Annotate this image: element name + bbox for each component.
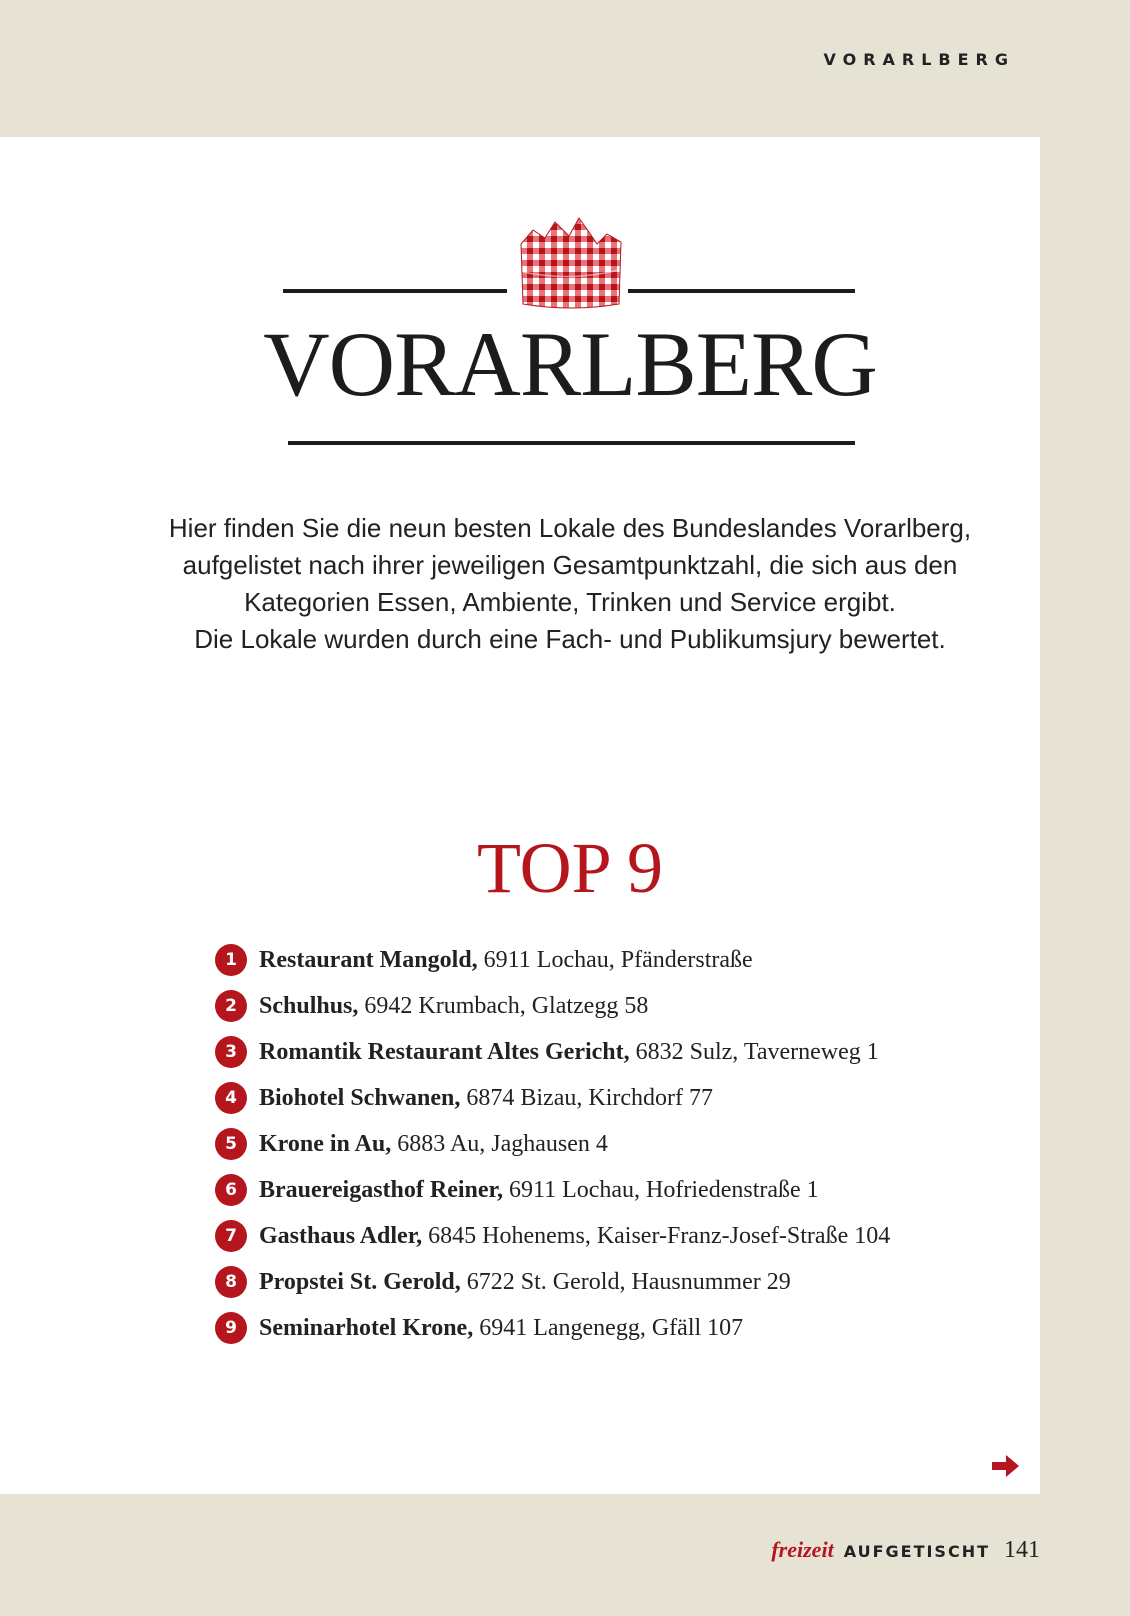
running-head: VORARLBERG — [823, 50, 1015, 69]
rule-left — [283, 289, 507, 293]
intro-text — [0, 510, 1130, 658]
section-label: AUFGETISCHT — [843, 1542, 990, 1561]
rank-badge: 4 — [215, 1082, 247, 1114]
intro-line: aufgelistet nach ihrer jeweiligen Gesamtpunktzahl, die sich aus den — [182, 550, 958, 580]
page-number: 141 — [1004, 1537, 1040, 1563]
ranking-item — [215, 1213, 995, 1259]
ranking-item — [215, 937, 995, 983]
checkered-napkin-crown-icon — [515, 212, 627, 310]
rank-badge: 3 — [215, 1036, 247, 1068]
restaurant-name: Seminarhotel Krone, — [259, 1314, 474, 1341]
restaurant-address: 6832 Sulz, Taverneweg 1 — [635, 1038, 879, 1065]
arrow-right-icon[interactable] — [992, 1454, 1020, 1478]
ranking-list — [215, 937, 995, 1351]
intro-line: Die Lokale wurden durch eine Fach- und Publikumsjury bewertet. — [194, 624, 946, 654]
intro-line: Hier finden Sie die neun besten Lokale des Bundeslandes Vorarlberg, — [168, 513, 972, 543]
restaurant-name: Brauereigasthof Reiner, — [259, 1176, 503, 1203]
brand-logo: freizeit — [771, 1537, 834, 1562]
ranking-item — [215, 1029, 995, 1075]
restaurant-address: 6911 Lochau, Hofriedenstraße 1 — [508, 1176, 819, 1203]
ranking-item — [215, 1121, 995, 1167]
page-footer — [771, 1537, 1040, 1564]
page-title: VORARLBERG — [263, 313, 877, 415]
rule-right — [628, 289, 855, 293]
restaurant-address: 6874 Bizau, Kirchdorf 77 — [466, 1084, 713, 1111]
restaurant-name: Gasthaus Adler, — [259, 1222, 423, 1249]
rank-badge: 7 — [215, 1220, 247, 1252]
restaurant-name: Schulhus, — [259, 992, 359, 1019]
restaurant-address: 6942 Krumbach, Glatzegg 58 — [364, 992, 649, 1019]
restaurant-name: Romantik Restaurant Altes Gericht, — [259, 1038, 630, 1065]
restaurant-name: Biohotel Schwanen, — [259, 1084, 461, 1111]
restaurant-address: 6722 St. Gerold, Hausnummer 29 — [466, 1268, 791, 1295]
ranking-item — [215, 1305, 995, 1351]
rank-badge: 9 — [215, 1312, 247, 1344]
restaurant-name: Krone in Au, — [259, 1130, 392, 1157]
ranking-item — [215, 983, 995, 1029]
restaurant-name: Propstei St. Gerold, — [259, 1268, 461, 1295]
restaurant-address: 6911 Lochau, Pfänderstraße — [483, 946, 753, 973]
rank-badge: 8 — [215, 1266, 247, 1298]
top-list-title: TOP 9 — [476, 828, 664, 908]
rank-badge: 6 — [215, 1174, 247, 1206]
rank-badge: 1 — [215, 944, 247, 976]
ranking-item — [215, 1167, 995, 1213]
restaurant-address: 6845 Hohenems, Kaiser-Franz-Josef-Straße 104 — [428, 1222, 891, 1249]
rule-bottom — [288, 441, 855, 445]
rank-badge: 5 — [215, 1128, 247, 1160]
restaurant-address: 6883 Au, Jaghausen 4 — [397, 1130, 608, 1157]
ranking-item — [215, 1075, 995, 1121]
ranking-item — [215, 1259, 995, 1305]
intro-line: Kategorien Essen, Ambiente, Trinken und Service ergibt. — [244, 587, 896, 617]
restaurant-name: Restaurant Mangold, — [259, 946, 478, 973]
restaurant-address: 6941 Langenegg, Gfäll 107 — [479, 1314, 744, 1341]
rank-badge: 2 — [215, 990, 247, 1022]
